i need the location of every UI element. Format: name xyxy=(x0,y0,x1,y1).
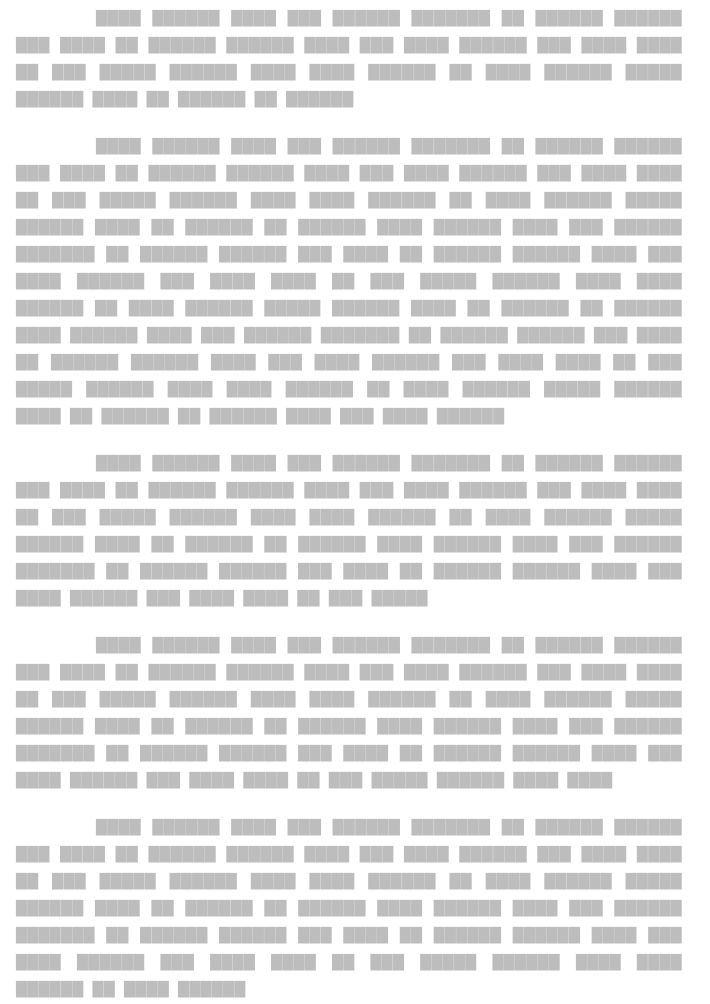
paragraph-2: ████ ██████ ████ ███ ██████ ███████ ██ ██████ ██████ ███ ████ ██ ██████ ██████ ████ ███ ████ ██████ ███ ████ ████ ██ ███ █████ ██████ ████ ████ ██████ ██ ████ ██████ █████ ██████ ████ ██ ██████ ██ ██████ ████ ██████ ████ ███ ██████ ███████ ██ ██████ ██████ ███ ████ ██ ██████ ██████ ████ ███ ████ ██████ ███ ████ ████ ██ ███ █████ ██████ ████ ████ ██████ ██ ████ ██████ █████ ██████ ████ ██ ██████ ██ ██████ ████ ██████ ████ ███ ██████ ███████ ██ ██████ ██████ ███ ████ ██ ██████ ██████ ████ ███ ████ ██████ ███ ████ ████ ██ ███ █████ ██████ ████ ████ ██████ ██ ████ ██████ █████ ██████ ████ ██ ██████ ██ ██████ ████ ███ ████ ██████ xyxy=(16,139,682,425)
paragraph-3: ████ ██████ ████ ███ ██████ ███████ ██ ██████ ██████ ███ ████ ██ ██████ ██████ ████ ███ ████ ██████ ███ ████ ████ ██ ███ █████ ██████ ████ ████ ██████ ██ ████ ██████ █████ ██████ ████ ██ ██████ ██ ██████ ████ ██████ ████ ███ ██████ ███████ ██ ██████ ██████ ███ ████ ██ ██████ ██████ ████ ███ ████ ██████ ███ ████ ████ ██ ███ █████ xyxy=(16,456,682,607)
paragraph-4: ████ ██████ ████ ███ ██████ ███████ ██ ██████ ██████ ███ ████ ██ ██████ ██████ ████ ███ ████ ██████ ███ ████ ████ ██ ███ █████ ██████ ████ ████ ██████ ██ ████ ██████ █████ ██████ ████ ██ ██████ ██ ██████ ████ ██████ ████ ███ ██████ ███████ ██ ██████ ██████ ███ ████ ██ ██████ ██████ ████ ███ ████ ██████ ███ ████ ████ ██ ███ █████ ██████ ████ ████ xyxy=(16,638,682,789)
paragraph-1: ████ ██████ ████ ███ ██████ ███████ ██ ██████ ██████ ███ ████ ██ ██████ ██████ ████ ███ ████ ██████ ███ ████ ████ ██ ███ █████ ██████ ████ ████ ██████ ██ ████ ██████ █████ ██████ ████ ██ ██████ ██ ██████ xyxy=(16,11,682,108)
paragraph-5: ████ ██████ ████ ███ ██████ ███████ ██ ██████ ██████ ███ ████ ██ ██████ ██████ ████ ███ ████ ██████ ███ ████ ████ ██ ███ █████ ██████ ████ ████ ██████ ██ ████ ██████ █████ ██████ ████ ██ ██████ ██ ██████ ████ ██████ ████ ███ ██████ ███████ ██ ██████ ██████ ███ ████ ██ ██████ ██████ ████ ███ ████ ██████ ███ ████ ████ ██ ███ █████ ██████ ████ ████ ██████ ██ ████ ██████ xyxy=(16,820,682,998)
